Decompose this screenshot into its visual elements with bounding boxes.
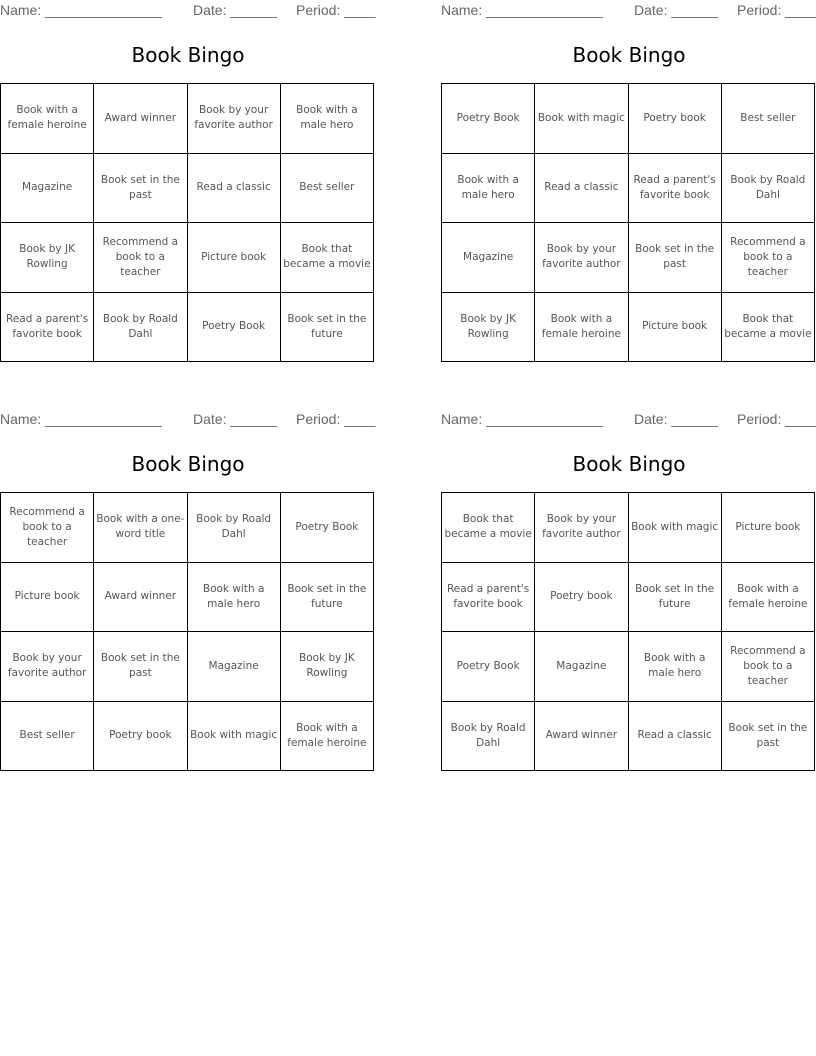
bingo-cell: Read a classic (188, 154, 281, 224)
bingo-cell: Recommend a book to a teacher (722, 223, 815, 293)
bingo-cell: Magazine (188, 632, 281, 702)
date-field-label: Date: ______ (634, 2, 719, 18)
bingo-cell: Recommend a book to a teacher (1, 493, 94, 563)
bingo-cell: Book by your favorite author (535, 493, 628, 563)
bingo-cell: Poetry book (629, 84, 722, 154)
bingo-cell: Read a classic (629, 702, 722, 772)
bingo-cell: Book with a female heroine (535, 293, 628, 363)
bingo-cell: Best seller (722, 84, 815, 154)
bingo-cell: Book with a female heroine (281, 702, 374, 772)
student-info-line (441, 2, 816, 20)
bingo-cell: Read a parent's favorite book (629, 154, 722, 224)
name-field-label: Name: _______________ (0, 2, 162, 18)
bingo-cell: Read a classic (535, 154, 628, 224)
bingo-cell: Poetry book (535, 563, 628, 633)
bingo-cell: Poetry Book (442, 84, 535, 154)
bingo-grid (441, 83, 815, 362)
bingo-cell: Best seller (281, 154, 374, 224)
bingo-cell: Book set in the past (94, 154, 187, 224)
bingo-cell: Book set in the future (281, 293, 374, 363)
bingo-cell: Book set in the past (629, 223, 722, 293)
bingo-cell: Award winner (94, 563, 187, 633)
bingo-cell: Read a parent's favorite book (1, 293, 94, 363)
bingo-cell: Book by Roald Dahl (94, 293, 187, 363)
bingo-cell: Best seller (1, 702, 94, 772)
bingo-cell: Book with a female heroine (1, 84, 94, 154)
name-field-label: Name: _______________ (441, 2, 603, 18)
student-info-line (0, 411, 376, 429)
bingo-cell: Book by your favorite author (1, 632, 94, 702)
bingo-cell: Award winner (94, 84, 187, 154)
bingo-cell: Book with a male hero (281, 84, 374, 154)
name-field-label: Name: _______________ (0, 411, 162, 427)
bingo-cell: Book with magic (535, 84, 628, 154)
bingo-cell: Book by Roald Dahl (722, 154, 815, 224)
bingo-cell: Book set in the past (94, 632, 187, 702)
period-field-label: Period: ____ (737, 411, 816, 427)
bingo-cell: Read a parent's favorite book (442, 563, 535, 633)
period-field-label: Period: ____ (296, 411, 376, 427)
bingo-cell: Book by JK Rowling (281, 632, 374, 702)
bingo-cell: Book with a male hero (442, 154, 535, 224)
bingo-cell: Book set in the future (281, 563, 374, 633)
card-title: Book Bingo (572, 43, 686, 67)
bingo-cell: Book with magic (629, 493, 722, 563)
bingo-cell: Book that became a movie (722, 293, 815, 363)
bingo-cell: Recommend a book to a teacher (722, 632, 815, 702)
bingo-cell: Magazine (442, 223, 535, 293)
student-info-line (441, 411, 816, 429)
bingo-card-4 (441, 409, 816, 781)
date-field-label: Date: ______ (193, 2, 278, 18)
bingo-cell: Book by your favorite author (535, 223, 628, 293)
bingo-cell: Poetry Book (442, 632, 535, 702)
bingo-cell: Poetry book (94, 702, 187, 772)
bingo-cell: Book by JK Rowling (442, 293, 535, 363)
bingo-card-1 (0, 0, 376, 372)
bingo-cell: Book set in the future (629, 563, 722, 633)
bingo-cell: Book that became a movie (442, 493, 535, 563)
bingo-cell: Poetry Book (188, 293, 281, 363)
period-field-label: Period: ____ (737, 2, 816, 18)
bingo-cell: Book set in the past (722, 702, 815, 772)
bingo-cell: Picture book (722, 493, 815, 563)
bingo-cell: Award winner (535, 702, 628, 772)
card-title: Book Bingo (131, 452, 245, 476)
bingo-grid (0, 83, 374, 362)
bingo-cell: Book with magic (188, 702, 281, 772)
card-title: Book Bingo (572, 452, 686, 476)
student-info-line (0, 2, 376, 20)
bingo-cell: Book with a one-word title (94, 493, 187, 563)
bingo-cell: Book by JK Rowling (1, 223, 94, 293)
bingo-cell: Book that became a movie (281, 223, 374, 293)
bingo-grid (441, 492, 815, 771)
bingo-cell: Book by your favorite author (188, 84, 281, 154)
bingo-cell: Book by Roald Dahl (188, 493, 281, 563)
name-field-label: Name: _______________ (441, 411, 603, 427)
period-field-label: Period: ____ (296, 2, 376, 18)
bingo-cell: Magazine (535, 632, 628, 702)
bingo-cell: Recommend a book to a teacher (94, 223, 187, 293)
bingo-card-2 (441, 0, 816, 372)
bingo-cell: Picture book (629, 293, 722, 363)
bingo-cell: Book with a male hero (188, 563, 281, 633)
bingo-cell: Book with a male hero (629, 632, 722, 702)
bingo-cell: Picture book (1, 563, 94, 633)
bingo-cell: Picture book (188, 223, 281, 293)
bingo-card-3 (0, 409, 376, 781)
date-field-label: Date: ______ (193, 411, 278, 427)
card-title: Book Bingo (131, 43, 245, 67)
bingo-cell: Book with a female heroine (722, 563, 815, 633)
date-field-label: Date: ______ (634, 411, 719, 427)
bingo-cell: Poetry Book (281, 493, 374, 563)
bingo-grid (0, 492, 374, 771)
bingo-cell: Magazine (1, 154, 94, 224)
bingo-cell: Book by Roald Dahl (442, 702, 535, 772)
